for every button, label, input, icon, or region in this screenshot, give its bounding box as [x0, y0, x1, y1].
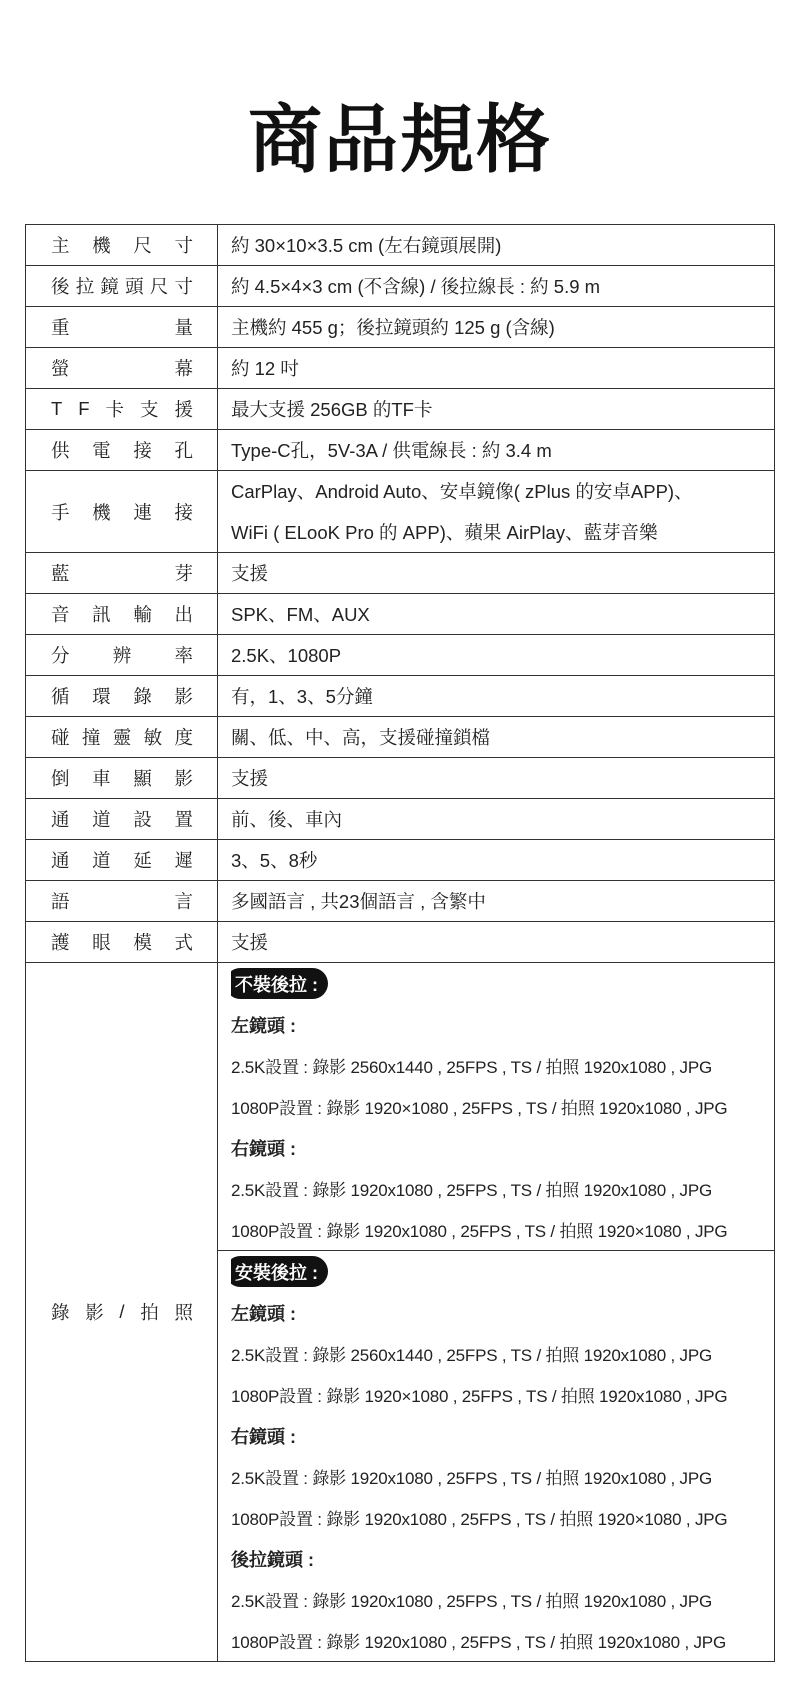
spec-row-recording-photo: [26, 963, 774, 1661]
label-char: 拍: [140, 1302, 159, 1323]
spec-line: 2.5K設置 : 錄影 1920x1080 , 25FPS , TS / 拍照 1920x1080 , JPG: [231, 1181, 712, 1200]
spec-value: 關、低、中、高，支援碰撞鎖檔: [231, 727, 491, 748]
label-char: 量: [174, 317, 193, 338]
spec-value: Type-C孔，5V-3A / 供電線長 : 約 3.4 m: [231, 440, 552, 461]
section-badge: 不裝後拉 :: [231, 968, 328, 999]
label-char: 道: [92, 809, 111, 830]
spec-value: 支援: [231, 932, 269, 953]
label-char: 芽: [174, 563, 193, 584]
group-heading: 左鏡頭 :: [231, 1303, 296, 1324]
spec-label: [26, 881, 218, 921]
spec-row-phone-connection: [26, 471, 774, 553]
label-char: 眼: [92, 932, 111, 953]
spec-row-screen: [26, 348, 774, 389]
label-char: 拉: [75, 276, 95, 297]
spec-value: 主機約 455 g；後拉鏡頭約 125 g (含線): [231, 317, 555, 338]
label-char: 輸: [133, 604, 152, 625]
label-char: 主: [51, 235, 70, 256]
spec-table: [25, 224, 775, 1662]
label-char: 置: [174, 809, 193, 830]
badge-line: [231, 1251, 774, 1292]
spec-row-tf-card: [26, 389, 774, 430]
label-char: 接: [174, 501, 193, 523]
label-char: 錄: [133, 686, 152, 707]
spec-row-reverse-camera: [26, 758, 774, 799]
spec-line: 1080P設置 : 錄影 1920x1080 , 25FPS , TS / 拍照 1920×1080 , JPG: [231, 1510, 728, 1529]
spec-label: [26, 840, 218, 880]
spec-row-weight: [26, 307, 774, 348]
label-char: 頭: [125, 276, 144, 297]
label-char: 車: [92, 768, 111, 789]
spec-row-rear-camera-size: [26, 266, 774, 307]
label-char: 影: [85, 1302, 104, 1323]
label-char: 錄: [51, 1302, 70, 1323]
spec-row-channel-delay: [26, 840, 774, 881]
spec-value: 支援: [231, 768, 269, 789]
label-char: 手: [51, 501, 70, 523]
label-char: 照: [174, 1302, 193, 1323]
label-char: 螢: [51, 358, 70, 379]
recording-details: [218, 963, 774, 1661]
spec-value: 有，1、3、5分鐘: [231, 686, 373, 707]
page-title: 商品規格: [248, 98, 552, 181]
label-char: 孔: [174, 440, 193, 461]
spec-label: [26, 799, 218, 839]
section-badge: 安裝後拉 :: [231, 1256, 328, 1287]
spec-row-collision-sensitivity: [26, 717, 774, 758]
label-char: 機: [92, 501, 111, 523]
label-char: 供: [51, 440, 70, 461]
spec-line: 1080P設置 : 錄影 1920×1080 , 25FPS , TS / 拍照 1920x1080 , JPG: [231, 1099, 728, 1118]
spec-label: [26, 430, 218, 470]
label-char: 連: [133, 501, 152, 523]
spec-row-language: [26, 881, 774, 922]
label-char: 辨: [112, 645, 132, 666]
spec-label: [26, 225, 218, 265]
spec-value: [218, 471, 774, 552]
spec-label: [26, 307, 218, 347]
label-char: 通: [51, 809, 70, 830]
spec-line: 1080P設置 : 錄影 1920×1080 , 25FPS , TS / 拍照 1920x1080 , JPG: [231, 1387, 728, 1406]
spec-row-resolution: [26, 635, 774, 676]
spec-value: SPK、FM、AUX: [231, 604, 370, 625]
spec-value: 3、5、8秒: [231, 850, 318, 871]
label-char: 靈: [112, 727, 132, 748]
label-char: 式: [174, 932, 193, 953]
spec-label: [26, 758, 218, 798]
spec-label: [26, 553, 218, 593]
label-char: 接: [133, 440, 152, 461]
label-char: 重: [51, 317, 70, 338]
spec-line: 2.5K設置 : 錄影 2560x1440 , 25FPS , TS / 拍照 1920x1080 , JPG: [231, 1346, 712, 1365]
spec-row-loop-recording: [26, 676, 774, 717]
spec-row-power-port: [26, 430, 774, 471]
spec-label: [26, 676, 218, 716]
spec-value: 2.5K、1080P: [231, 645, 342, 666]
label-char: 寸: [174, 276, 193, 297]
group-heading: 後拉鏡頭 :: [231, 1549, 314, 1570]
label-char: 機: [92, 235, 111, 256]
spec-row-bluetooth: [26, 553, 774, 594]
label-char: 援: [174, 399, 193, 420]
spec-value: 最大支援 256GB 的TF卡: [231, 399, 433, 420]
section-without-rear-camera: [218, 963, 774, 1250]
group-heading: 左鏡頭 :: [231, 1015, 296, 1036]
spec-line: 2.5K設置 : 錄影 1920x1080 , 25FPS , TS / 拍照 1920x1080 , JPG: [231, 1469, 712, 1488]
label-char: 寸: [174, 235, 193, 256]
spec-label: [26, 389, 218, 429]
label-char: 顯: [133, 768, 152, 789]
label-char: 設: [133, 809, 152, 830]
spec-label: [26, 963, 218, 1661]
label-char: 訊: [92, 604, 111, 625]
label-char: 循: [51, 686, 70, 707]
label-char: 護: [51, 932, 70, 953]
label-char: 延: [133, 850, 152, 871]
label-char: 語: [51, 891, 70, 912]
label-char: 撞: [81, 727, 101, 748]
label-char: 出: [174, 604, 193, 625]
label-char: 支: [140, 399, 159, 420]
spec-label: [26, 348, 218, 388]
label-char: 碰: [51, 727, 70, 748]
label-char: 音: [51, 604, 70, 625]
label-char: 電: [92, 440, 111, 461]
label-char: 敏: [143, 727, 163, 748]
label-char: T: [51, 398, 63, 419]
label-char: 環: [92, 686, 111, 707]
label-char: 遲: [174, 850, 193, 871]
label-char: 模: [133, 932, 152, 953]
label-char: 後: [51, 276, 70, 297]
spec-label: [26, 594, 218, 634]
spec-line: 2.5K設置 : 錄影 1920x1080 , 25FPS , TS / 拍照 1920x1080 , JPG: [231, 1592, 712, 1611]
label-char: 度: [174, 727, 193, 748]
spec-label: [26, 635, 218, 675]
label-char: 言: [174, 891, 193, 912]
spec-value: 約 30×10×3.5 cm (左右鏡頭展開): [231, 235, 502, 256]
label-char: 尺: [149, 276, 169, 297]
label-char: 鏡: [100, 276, 119, 297]
spec-label: [26, 471, 218, 552]
spec-line: 1080P設置 : 錄影 1920x1080 , 25FPS , TS / 拍照 1920x1080 , JPG: [231, 1633, 726, 1652]
spec-value: 多國語言 , 共23個語言 , 含繁中: [231, 891, 486, 912]
spec-value: 支援: [231, 563, 269, 584]
label-char: /: [119, 1301, 125, 1322]
spec-value: 約 4.5×4×3 cm (不含線) / 後拉線長 : 約 5.9 m: [231, 276, 601, 297]
label-char: 尺: [133, 235, 152, 256]
spec-label: [26, 717, 218, 757]
section-with-rear-camera: [218, 1250, 774, 1661]
spec-label: [26, 922, 218, 962]
badge-line: [231, 963, 774, 1004]
label-char: F: [78, 398, 90, 419]
spec-line: 1080P設置 : 錄影 1920x1080 , 25FPS , TS / 拍照 1920×1080 , JPG: [231, 1222, 728, 1241]
label-char: 幕: [174, 358, 193, 379]
spec-line: 2.5K設置 : 錄影 2560x1440 , 25FPS , TS / 拍照 1920x1080 , JPG: [231, 1058, 712, 1077]
label-char: 卡: [105, 399, 125, 420]
label-char: 分: [51, 645, 70, 666]
spec-row-channel-setting: [26, 799, 774, 840]
label-char: 影: [174, 768, 193, 789]
spec-label: [26, 266, 218, 306]
label-char: 影: [174, 686, 193, 707]
spec-row-audio-output: [26, 594, 774, 635]
label-char: 通: [51, 850, 70, 871]
group-heading: 右鏡頭 :: [231, 1426, 296, 1447]
spec-value: 約 12 吋: [231, 358, 299, 379]
label-char: 藍: [51, 563, 70, 584]
group-heading: 右鏡頭 :: [231, 1138, 296, 1159]
label-char: 倒: [51, 768, 70, 789]
spec-value-line: CarPlay、Android Auto、安卓鏡像( zPlus 的安卓APP)、: [231, 481, 693, 503]
spec-row-body-size: [26, 225, 774, 266]
label-char: 道: [92, 850, 111, 871]
spec-value-line: WiFi ( ELooK Pro 的 APP)、蘋果 AirPlay、藍芽音樂: [231, 521, 658, 543]
label-char: 率: [174, 645, 193, 666]
spec-row-eye-care: [26, 922, 774, 963]
spec-value: 前、後、車內: [231, 809, 343, 830]
